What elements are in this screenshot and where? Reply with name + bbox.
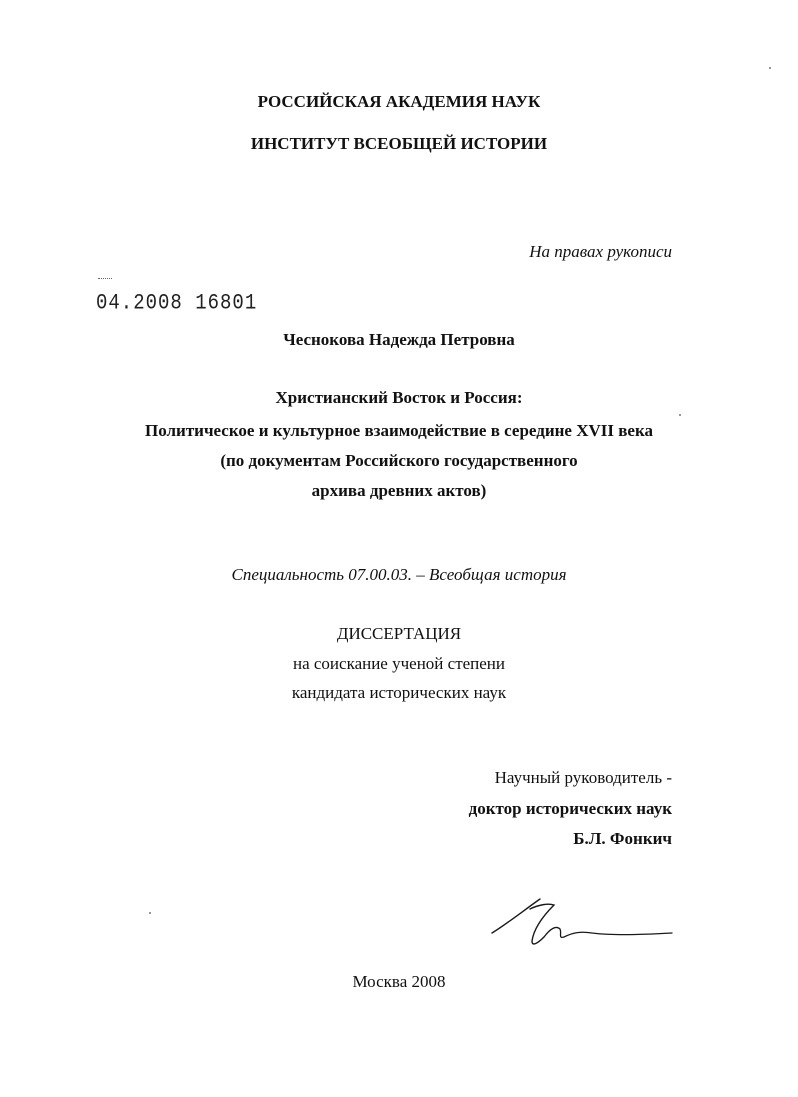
dissertation-degree: кандидата исторических наук [291,683,507,702]
title-line-1: Христианский Восток и Россия: [275,388,523,407]
supervisor-degree: доктор исторических наук [468,799,672,818]
supervisor-name: Б.Л. Фонкич [573,829,672,848]
dissertation-purpose: на соискание ученой степени [292,654,506,673]
supervisor-role: Научный руководитель - [494,768,672,787]
scan-speck [679,414,681,416]
library-stamp-number: 04.2008 16801 [96,290,258,316]
dissertation-label: ДИССЕРТАЦИЯ [336,624,462,643]
place-and-year: Москва 2008 [352,972,446,991]
specialty: Специальность 07.00.03. – Всеобщая история [231,565,567,584]
manuscript-note: На правах рукописи [529,242,672,261]
title-line-4: архива древних актов) [311,481,487,500]
institute-heading: ИНСТИТУТ ВСЕОБЩЕЙ ИСТОРИИ [250,134,548,153]
scan-speck [149,912,151,914]
scan-speck [769,67,771,69]
author-name: Чеснокова Надежда Петровна [283,330,515,349]
title-line-2: Политическое и культурное взаимодействие в середине XVII века [144,421,654,440]
academy-heading: РОССИЙСКАЯ АКАДЕМИЯ НАУК [257,92,541,111]
signature [488,893,678,953]
title-line-3: (по документам Российского государственного [220,451,578,470]
stamp-mark [98,278,112,281]
